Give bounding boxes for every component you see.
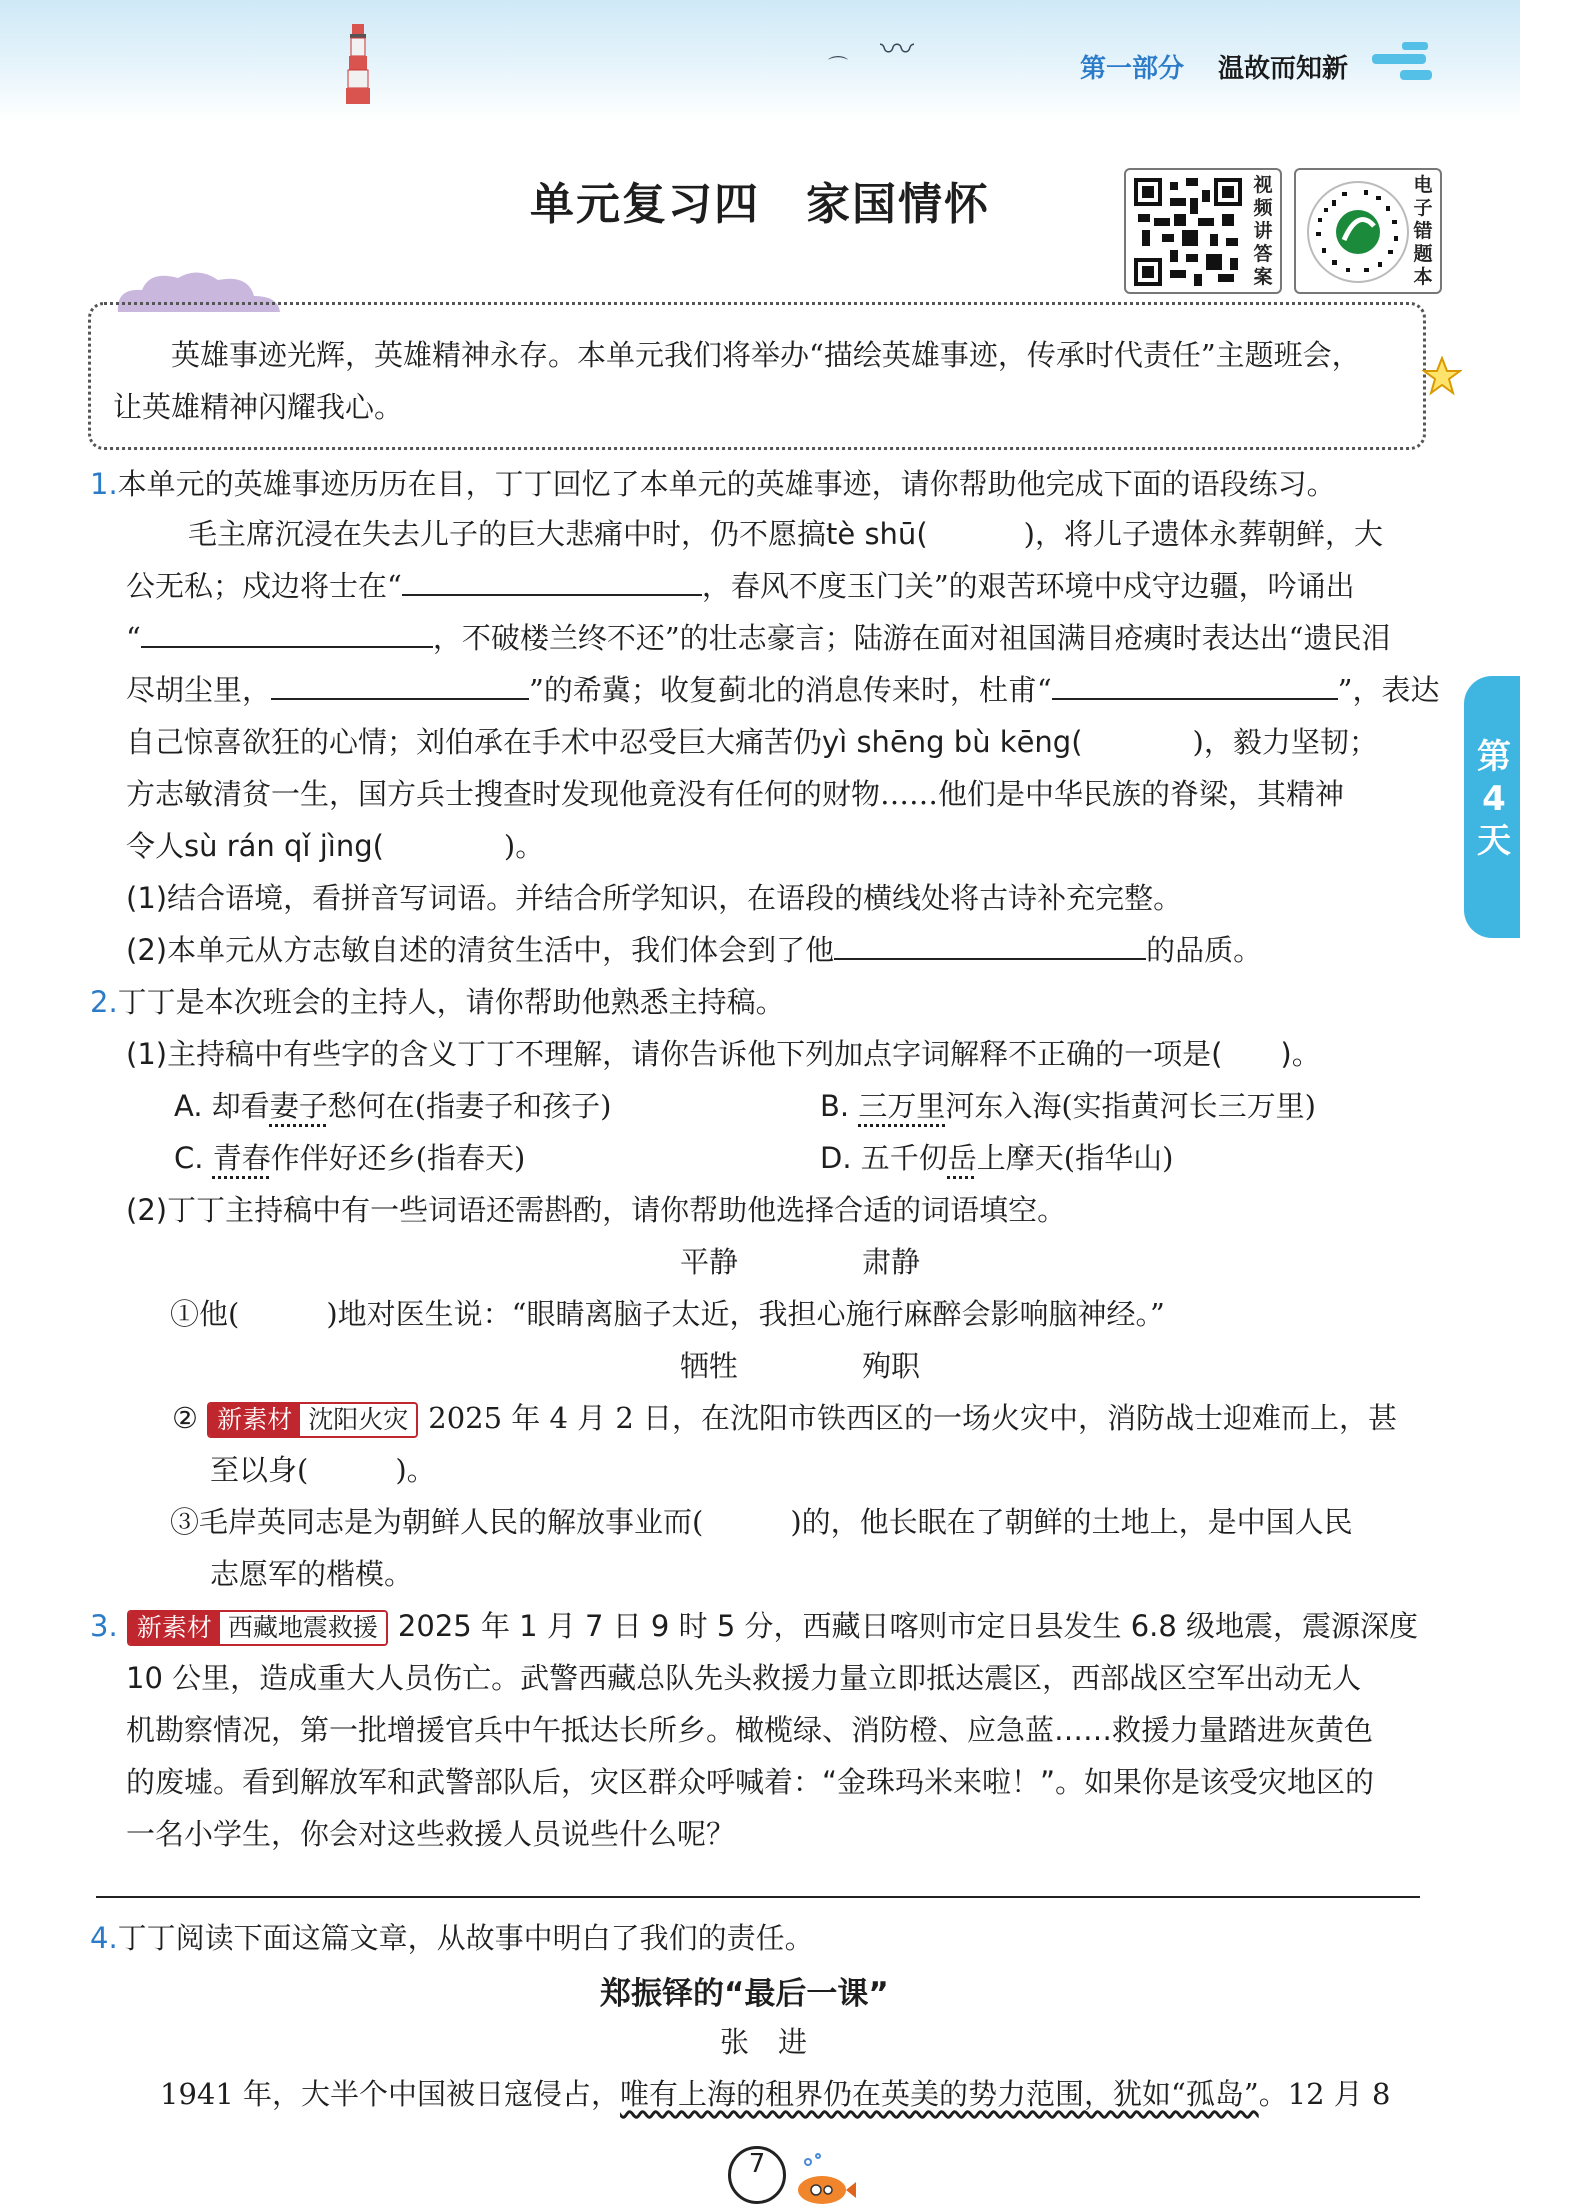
question-number: 1. xyxy=(90,467,118,501)
sentence-3: ③毛岸英同志是为朝鲜人民的解放事业而( )的，他长眠在了朝鲜的土地上，是中国人民 xyxy=(170,1505,1353,1539)
q3-text-line: 的废墟。看到解放军和武警部队后，灾区群众呼喊着：“金珠玛米来啦！”。如果你是该受灾地区的 xyxy=(126,1765,1375,1799)
word-choice: 殉职 xyxy=(862,1349,921,1383)
option-d[interactable]: D. 五千仞岳上摩天(指华山) xyxy=(820,1141,1174,1175)
intro-text-line: 英雄事迹光辉，英雄精神永存。本单元我们将举办“描绘英雄事迹，传承时代责任”主题班会， xyxy=(171,338,1361,372)
page-number: 7 xyxy=(728,2146,786,2204)
fill-in-blank[interactable] xyxy=(141,620,433,648)
sentence-2: ② 新素材 沈阳火灾 2025 年 4 月 2 日，在沈阳市铁西区的一场火灾中，消防战士迎难而上，甚 xyxy=(172,1396,1397,1438)
fill-in-blank[interactable] xyxy=(834,932,1146,960)
fill-in-blank[interactable] xyxy=(271,672,529,700)
option-c[interactable]: C. 青春作伴好还乡(指春天) xyxy=(174,1141,526,1175)
star-icon xyxy=(1422,356,1462,396)
mini-program-code-icon xyxy=(1304,178,1412,286)
q1-passage-line: 尽胡尘里， ”的希冀；收复蓟北的消息传来时，杜甫“ ”，表达 xyxy=(126,673,1440,707)
q1-passage-line: 自己惊喜欲狂的心情；刘伯承在手术中忍受巨大痛苦仍yì shēng bù kēng( )，毅力坚韧； xyxy=(126,725,1378,759)
fill-in-blank[interactable] xyxy=(402,568,702,596)
q3-text-line: 机勘察情况，第一批增援官兵中午抵达长所乡。橄榄绿、消防橙、应急蓝……救援力量踏进灰黄色 xyxy=(126,1713,1374,1747)
option-a[interactable]: A. 却看妻子愁何在(指妻子和孩子) xyxy=(174,1089,612,1123)
q1-passage-line: 令人sù rán qǐ jìng( )。 xyxy=(126,829,545,863)
q2-sub-question-1: (1)主持稿中有些字的含义丁丁不理解，请你告诉他下列加点字词解释不正确的一项是( )。 xyxy=(126,1037,1321,1071)
submarine-fish-icon xyxy=(788,2150,858,2210)
intro-text-line: 让英雄精神闪耀我心。 xyxy=(113,390,404,424)
q3-text-line: 一名小学生，你会对这些救援人员说些什么呢？ xyxy=(126,1817,736,1851)
question-number: 4. xyxy=(90,1921,118,1955)
day-tab-label: 第4天 xyxy=(1477,737,1511,861)
part-label: 第一部分 xyxy=(1080,54,1185,84)
q2-sub-question-2: (2)丁丁主持稿中有一些词语还需斟酌，请你帮助他选择合适的词语填空。 xyxy=(126,1193,1067,1227)
q1-sub-question-1: (1)结合语境，看拼音写词语。并结合所学知识，在语段的横线处将古诗补充完整。 xyxy=(126,881,1183,915)
article-first-line: 1941 年，大半个中国被日寇侵占，唯有上海的租界仍在英美的势力范围，犹如“孤岛”。12 月 8 xyxy=(160,2077,1391,2111)
day-side-tab xyxy=(1464,676,1520,938)
q3-text-line: 10 公里，造成重大人员伤亡。武警西藏总队先头救援力量立即抵达震区，西部战区空军出动无人 xyxy=(126,1661,1362,1695)
section-mark-icon xyxy=(1372,40,1440,86)
q1-passage-line: “ ，不破楼兰终不还”的壮志豪言；陆游在面对祖国满目疮痍时表达出“遗民泪 xyxy=(126,621,1391,655)
qr-code-video-answers[interactable] xyxy=(1124,168,1282,294)
word-choice: 平静 xyxy=(680,1245,739,1279)
qr-code-error-book[interactable] xyxy=(1294,168,1442,294)
q1-passage-line: 毛主席沉浸在失去儿子的巨大悲痛中时，仍不愿搞tè shū( )，将儿子遗体永葬朝鲜，大 xyxy=(188,517,1383,551)
q1-sub-question-2: (2)本单元从方志敏自述的清贫生活中，我们体会到了他 的品质。 xyxy=(126,933,1263,967)
sentence-3-cont: 志愿军的楷模。 xyxy=(210,1557,414,1591)
qr-caption: 电子错题本 xyxy=(1413,174,1433,288)
seagull-icon: ⌒ xyxy=(828,54,848,78)
word-choice: 肃静 xyxy=(862,1245,921,1279)
sentence-2-cont: 至以身( )。 xyxy=(210,1453,436,1487)
question-2-stem: 2.丁丁是本次班会的主持人，请你帮助他熟悉主持稿。 xyxy=(90,985,785,1019)
article-author: 张 进 xyxy=(720,2025,808,2059)
answer-line[interactable] xyxy=(96,1896,1420,1898)
new-material-tag: 新素材 沈阳火灾 xyxy=(207,1402,418,1438)
option-b[interactable]: B. 三万里河东入海(实指黄河长三万里) xyxy=(820,1089,1316,1123)
lighthouse-icon xyxy=(338,20,378,120)
question-4-stem: 4.丁丁阅读下面这篇文章，从故事中明白了我们的责任。 xyxy=(90,1921,814,1955)
intro-box xyxy=(88,302,1426,450)
question-number: 2. xyxy=(90,985,118,1019)
sentence-1: ①他( )地对医生说：“眼睛离脑子太近，我担心施行麻醉会影响脑神经。” xyxy=(170,1297,1165,1331)
fill-in-blank[interactable] xyxy=(1052,672,1338,700)
q1-passage-line: 方志敏清贫一生，国方兵士搜查时发现他竟没有任何的财物……他们是中华民族的脊梁，其精神 xyxy=(126,777,1345,811)
part-title: 温故而知新 xyxy=(1218,54,1349,84)
question-1-stem: 1.本单元的英雄事迹历历在目，丁丁回忆了本单元的英雄事迹，请你帮助他完成下面的语段练习。 xyxy=(90,467,1336,501)
question-number: 3. xyxy=(90,1609,118,1643)
qr-code-icon xyxy=(1134,178,1242,286)
word-choice: 牺牲 xyxy=(680,1349,739,1383)
seagull-icon: 〰 xyxy=(880,30,914,70)
new-material-tag: 新素材 西藏地震救援 xyxy=(127,1610,388,1646)
article-title: 郑振铎的“最后一课” xyxy=(600,1976,889,2012)
q1-passage-line: 公无私；戍边将士在“ ，春风不度玉门关”的艰苦环境中戍守边疆，吟诵出 xyxy=(126,569,1355,603)
qr-caption: 视频讲答案 xyxy=(1253,174,1273,288)
question-3-stem: 3. 新素材 西藏地震救援 2025 年 1 月 7 日 9 时 5 分，西藏日喀则市定日县发生 6.8 级地震，震源深度 xyxy=(90,1604,1418,1646)
unit-title: 单元复习四 家国情怀 xyxy=(530,179,990,230)
